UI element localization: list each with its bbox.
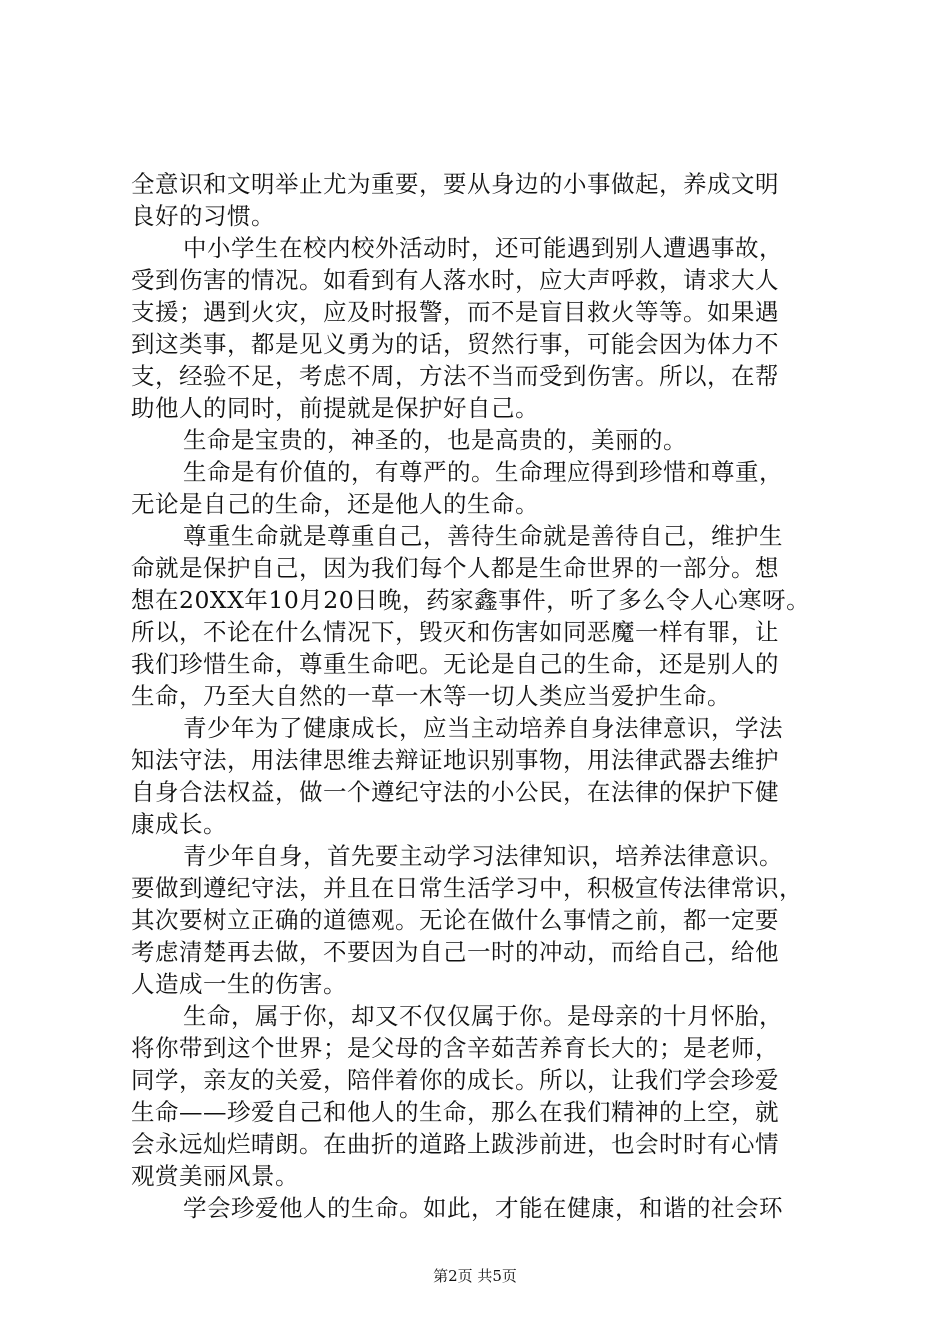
text-line: 助他人的同时，前提就是保护好自己。 — [131, 394, 539, 422]
page-footer: 第2页 共5页 — [433, 1267, 517, 1285]
text-line: 中小学生在校内校外活动时，还可能遇到别人遭遇事故， — [183, 234, 783, 262]
text-line: 尊重生命就是尊重自己，善待生命就是善待自己，维护生 — [183, 522, 783, 550]
text-line: 会永远灿烂晴朗。在曲折的道路上跋涉前进，也会时时有心情 — [131, 1130, 779, 1158]
text-line: 全意识和文明举止尤为重要，要从身边的小事做起，养成文明 — [131, 170, 779, 198]
text-line: 到这类事，都是见义勇为的话，贸然行事，可能会因为体力不 — [131, 330, 779, 358]
text-line: 生命是有价值的，有尊严的。生命理应得到珍惜和尊重， — [183, 458, 783, 486]
text-line: 学会珍爱他人的生命。如此，才能在健康，和谐的社会环 — [183, 1194, 783, 1222]
text-line: 考虑清楚再去做，不要因为自己一时的冲动，而给自己，给他 — [131, 938, 779, 966]
text-line: 其次要树立正确的道德观。无论在做什么事情之前，都一定要 — [131, 906, 779, 934]
text-line: 同学，亲友的关爱，陪伴着你的成长。所以，让我们学会珍爱 — [131, 1066, 779, 1094]
document-body — [131, 168, 831, 1224]
text-line: 想在20XX年10月20日晚，药家鑫事件，听了多么令人心寒呀。 — [131, 586, 811, 614]
text-line: 受到伤害的情况。如看到有人落水时，应大声呼救，请求大人 — [131, 266, 779, 294]
text-line: 观赏美丽风景。 — [131, 1162, 299, 1190]
text-line: 要做到遵纪守法，并且在日常生活学习中，积极宣传法律常识， — [131, 874, 803, 902]
text-line: 生命是宝贵的，神圣的，也是高贵的，美丽的。 — [183, 426, 687, 454]
text-line: 支援；遇到火灾，应及时报警，而不是盲目救火等等。如果遇 — [131, 298, 779, 326]
text-line: 支，经验不足，考虑不周，方法不当而受到伤害。所以，在帮 — [131, 362, 779, 390]
text-line: 青少年自身，首先要主动学习法律知识，培养法律意识。 — [183, 842, 783, 870]
text-line: 将你带到这个世界；是父母的含辛茹苦养育长大的；是老师， — [131, 1034, 779, 1062]
text-line: 青少年为了健康成长，应当主动培养自身法律意识，学法 — [183, 714, 783, 742]
text-line: 自身合法权益，做一个遵纪守法的小公民，在法律的保护下健 — [131, 778, 779, 806]
text-line: 生命，属于你，却又不仅仅属于你。是母亲的十月怀胎， — [183, 1002, 783, 1030]
text-line: 知法守法，用法律思维去辩证地识别事物，用法律武器去维护 — [131, 746, 779, 774]
text-line: 生命——珍爱自己和他人的生命，那么在我们精神的上空，就 — [131, 1098, 779, 1126]
text-line: 良好的习惯。 — [131, 202, 275, 230]
text-line: 生命，乃至大自然的一草一木等一切人类应当爱护生命。 — [131, 682, 731, 710]
text-line: 命就是保护自己，因为我们每个人都是生命世界的一部分。想 — [131, 554, 779, 582]
text-line: 所以，不论在什么情况下，毁灭和伤害如同恶魔一样有罪，让 — [131, 618, 779, 646]
text-line: 无论是自己的生命，还是他人的生命。 — [131, 490, 539, 518]
text-line: 我们珍惜生命，尊重生命吧。无论是自己的生命，还是别人的 — [131, 650, 779, 678]
text-line: 人造成一生的伤害。 — [131, 970, 347, 998]
text-line: 康成长。 — [131, 810, 227, 838]
